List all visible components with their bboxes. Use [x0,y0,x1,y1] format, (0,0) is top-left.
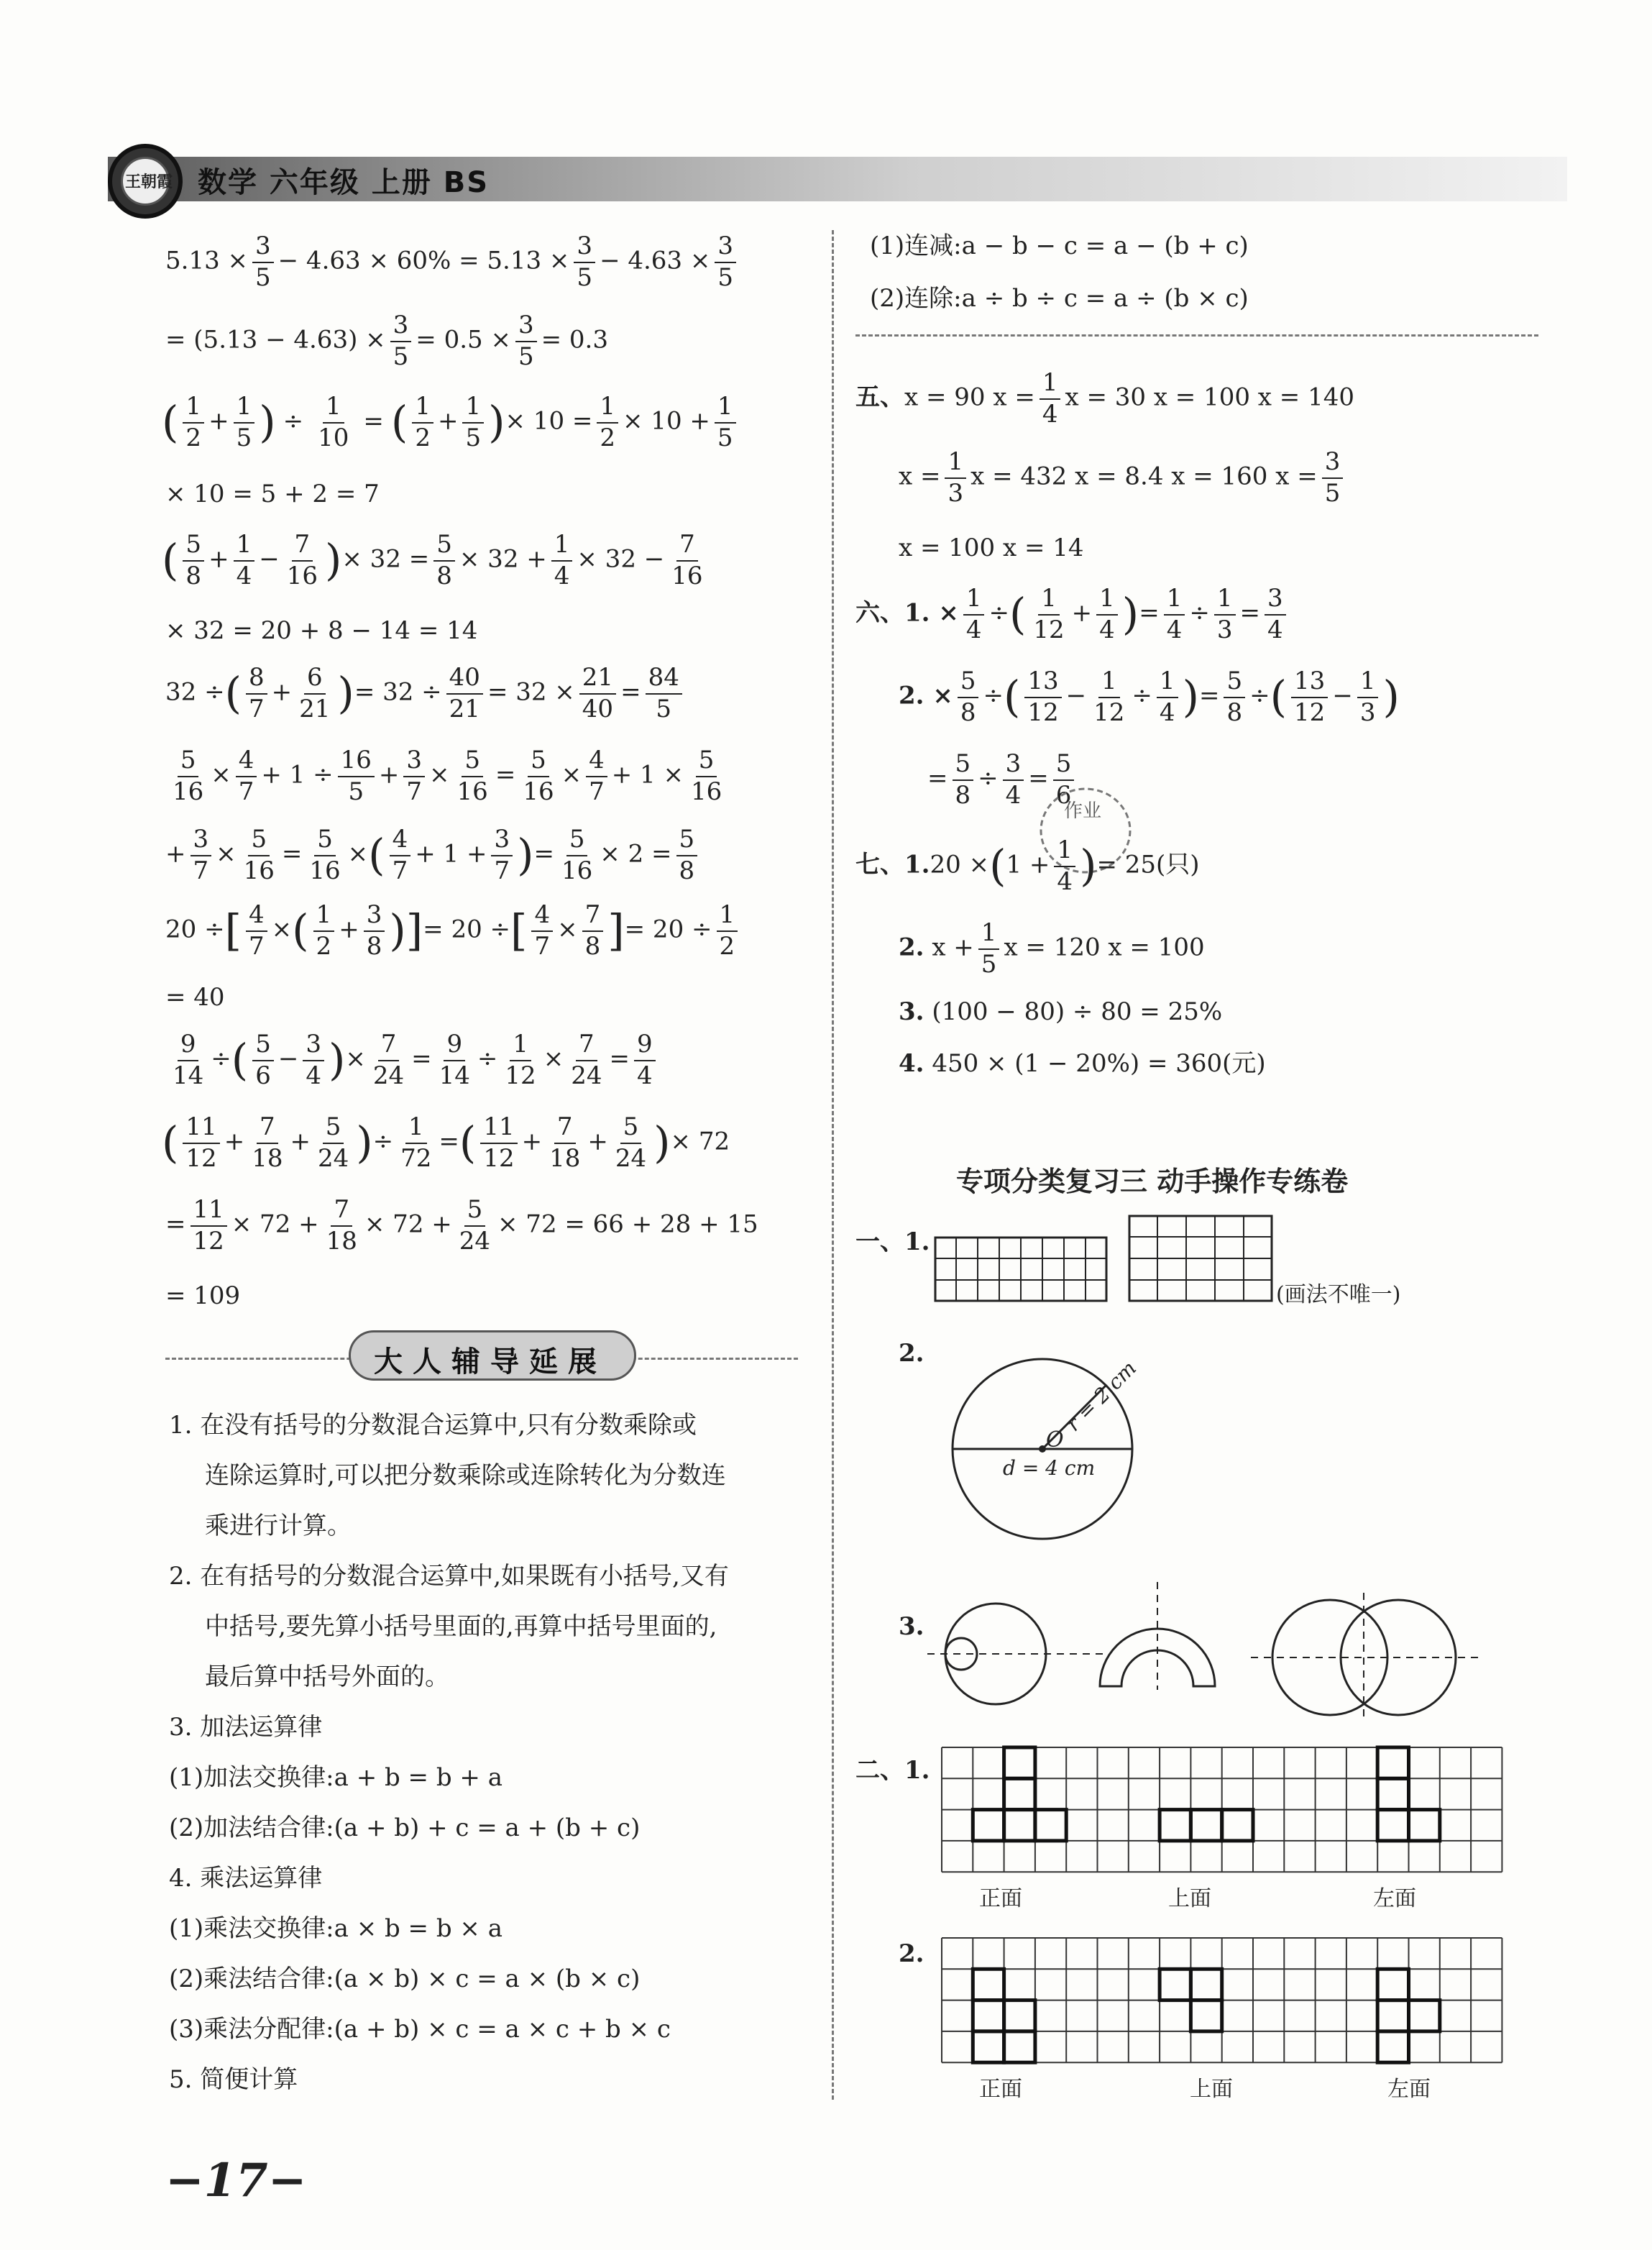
view-cell [1409,1810,1440,1841]
calc-line-4: × 10 = 5 + 2 = 7 [165,480,380,508]
page-header-title: 数学 六年级 上册 BS [198,166,490,199]
tutor-p4: 4. 乘法运算律 [169,1864,323,1893]
view-left-label-2: 左面 [1387,2077,1431,2102]
tutor-p1c: 乘进行计算。 [205,1512,352,1540]
grid-rectangle-b [1129,1215,1272,1302]
answer-seven-1: 七、1.20 ×(1 + $\frac{1}{4}$ )= 25(只) [855,836,1200,896]
view-top-label-2: 上面 [1190,2077,1233,2102]
circle-radius-label: r = 2 cm [1061,1356,1142,1436]
tutor-p5: 5. 简便计算 [169,2065,298,2094]
answer-six-1: 六、1. × $\frac{1}{4}$ ÷( $\frac{1}{12}$ + $\frac{1}{4}$ )= $\frac{1}{4}$ ÷ $\frac{1}{3}$ = $\frac{3}{4}$ [855,586,1290,643]
view-front-label-1: 正面 [979,1886,1022,1911]
view-cell [1190,1969,1221,2000]
calc-line-3: ( $\frac{1}{2}$ + $\frac{1}{5}$ ) ÷ $\frac{1}{10}$ = ( $\frac{1}{2}$ + $\frac{1}{5}$ )× 10 = $\frac{1}{2}$ × 10 + $\frac{1}{5}$ [162,394,740,451]
calc-line-9: + $\frac{3}{7}$ × $\frac{5}{16}$ = $\frac{5}{16}$ ×( $\frac{4}{7}$ + 1 + $\frac{3}{7}$ )= $\frac{5}{16}$ × 2 = $\frac{5}{8}$ [165,827,702,884]
view-cell [1377,1810,1408,1841]
view-cell [1004,1810,1035,1841]
tutor-p2c: 最后算中括号外面的。 [205,1663,449,1691]
answer-six-3: = $\frac{5}{8}$ ÷ $\frac{3}{4}$ = $\frac{5}{6}$ [927,751,1078,808]
brand-logo-text: 王朝霞 [125,173,173,191]
answer-seven-2: 2. x + $\frac{1}{5}$ x = 120 x = 100 [899,918,1205,979]
tutor-p1b: 连除运算时,可以把分数乘除或连除转化为分数连 [205,1461,726,1490]
tutor-p4a: (1)乘法交换律:a × b = b × a [169,1914,503,1943]
q1-3-label: 3. [899,1612,924,1641]
calc-line-6: × 32 = 20 + 8 − 14 = 14 [165,616,478,645]
answer-five-line-2: x = $\frac{1}{3}$ x = 432 x = 8.4 x = 160 x = $\frac{3}{5}$ [899,449,1347,506]
tutor-banner-title: 大人辅导延展 [374,1345,607,1378]
view-cell [1004,2031,1035,2062]
view-front-label-2: 正面 [979,2077,1022,2102]
view-left-label-1: 左面 [1373,1886,1416,1911]
rule-continuous-divide: (2)连除:a ÷ b ÷ c = a ÷ (b × c) [870,284,1249,313]
homework-stamp-text: 作业 [1064,800,1102,822]
tutor-p3b: (2)加法结合律:(a + b) + c = a + (b + c) [169,1814,641,1842]
view-cell [1377,2000,1408,2031]
tutor-p3: 3. 加法运算律 [169,1713,323,1742]
circle-diameter-label: d = 4 cm [1003,1456,1096,1480]
page-number: −17− [165,2154,307,2208]
tutor-p2a: 2. 在有括号的分数混合运算中,如果既有小括号,又有 [169,1562,729,1591]
view-cell [1377,2031,1408,2062]
view-cell [1377,1969,1408,2000]
tutor-p1a: 1. 在没有括号的分数混合运算中,只有分数乘除或 [169,1411,697,1440]
answer-six-2: 2. × $\frac{5}{8}$ ÷( $\frac{13}{12}$ − $\frac{1}{12}$ ÷ $\frac{1}{4}$ )= $\frac{5}{8}$ ÷( $\frac{13}{12}$ − $\frac{1}{3}$ ) [899,667,1400,727]
calc-line-13: ( $\frac{11}{12}$ + $\frac{7}{18}$ + $\frac{5}{24}$ )÷ $\frac{1}{72}$ =( $\frac{11}{12}$ + $\frac{7}{18}$ + $\frac{5}{24}$ )× 72 [162,1112,730,1173]
view-cell [1004,1747,1035,1778]
tutor-p4b: (2)乘法结合律:(a × b) × c = a × (b × c) [169,1965,641,1993]
rule-continuous-subtract: (1)连减:a − b − c = a − (b + c) [870,232,1249,260]
right-section-divider [855,334,1538,337]
answer-seven-4: 4. 450 × (1 − 20%) = 360(元) [899,1049,1266,1078]
grid-rectangle-a [935,1237,1107,1302]
tutor-p3a: (1)加法交换律:a + b = b + a [169,1763,503,1792]
calc-line-5: ( $\frac{5}{8}$ + $\frac{1}{4}$ − $\frac{7}{16}$ )× 32 = $\frac{5}{8}$ × 32 + $\frac{1}{4}$ × 32 − $\frac{7}{16}$ [162,530,703,590]
view-cell [1377,1778,1408,1809]
view-cell [1004,2000,1035,2031]
symmetry-figure-2 [1093,1582,1222,1690]
view-cell [1222,1810,1253,1841]
q1-1-label: 一、1. [855,1227,930,1256]
calc-line-12: $\frac{9}{14}$ ÷( $\frac{5}{6}$ − $\frac{3}{4}$ )× $\frac{7}{24}$ = $\frac{9}{14}$ ÷ $\frac{1}{12}$ × $\frac{7}{24}$ = $\frac{9}{4}$ [165,1032,660,1089]
calc-line-7: 32 ÷( $\frac{8}{7}$ + $\frac{6}{21}$ )= 32 ÷ $\frac{40}{21}$ = 32 × $\frac{21}{40}$ = $\frac{84}{5}$ [165,665,687,722]
q2-1-label: 二、1. [855,1756,930,1785]
column-divider [832,230,834,2100]
calc-line-2: = (5.13 − 4.63) × $\frac{3}{5}$ = 0.5 × $\frac{3}{5}$ = 0.3 [165,311,608,371]
view-cell [973,1969,1004,2000]
answer-five-line-1: 五、x = 90 x = $\frac{1}{4}$ x = 30 x = 100 x = 140 [855,368,1354,429]
view-cell [1160,1969,1190,2000]
tutor-p4c: (3)乘法分配律:(a + b) × c = a × c + b × c [169,2015,671,2044]
view-cell [1190,1810,1221,1841]
answer-five-line-3: x = 100 x = 14 [899,534,1084,562]
tutor-p2b: 中括号,要先算小括号里面的,再算中括号里面的, [205,1612,717,1641]
view-cell [973,2000,1004,2031]
calc-line-11: = 40 [165,983,225,1012]
q2-2-label: 2. [899,1939,924,1968]
calc-line-10: 20 ÷[ $\frac{4}{7}$ ×( $\frac{1}{2}$ + $\frac{3}{8}$ )]= 20 ÷[ $\frac{4}{7}$ × $\frac{7}{8}$ ]= 20 ÷ $\frac{1}{2}$ [165,902,742,959]
views-grid-2 [942,1938,1502,2067]
view-cell [973,2031,1004,2062]
view-cell [1004,1778,1035,1809]
circle-center-label: O [1046,1427,1064,1453]
calc-line-14: = $\frac{11}{12}$ × 72 + $\frac{7}{18}$ × 72 + $\frac{5}{24}$ × 72 = 66 + 28 + 15 [165,1195,758,1256]
calc-line-1: 5.13 × $\frac{3}{5}$ − 4.63 × 60% = 5.13 × $\frac{3}{5}$ − 4.63 × $\frac{3}{5}$ [165,234,740,291]
view-cell [1035,1810,1066,1841]
section-title: 专项分类复习三 动手操作专练卷 [956,1165,1349,1197]
q1-1-note: (画法不唯一) [1276,1282,1401,1307]
view-cell [1409,2000,1440,2031]
q1-2-label: 2. [899,1339,924,1368]
view-cell [1160,1810,1190,1841]
symmetry-figure-1 [927,1596,1114,1711]
view-cell [973,1810,1004,1841]
calc-line-8: $\frac{5}{16}$ × $\frac{4}{7}$ + 1 ÷ $\frac{16}{5}$ + $\frac{3}{7}$ × $\frac{5}{16}$ = $\frac{5}{16}$ × $\frac{4}{7}$ + 1 × $\frac{5}{16}$ [173,746,722,806]
view-cell [1190,2000,1221,2031]
calc-line-15: = 109 [165,1281,241,1310]
view-top-label-1: 上面 [1168,1886,1211,1911]
symmetry-figure-3 [1251,1593,1481,1722]
answer-seven-3: 3. (100 − 80) ÷ 80 = 25% [899,997,1223,1026]
views-grid-1 [942,1747,1502,1877]
view-cell [1377,1747,1408,1778]
